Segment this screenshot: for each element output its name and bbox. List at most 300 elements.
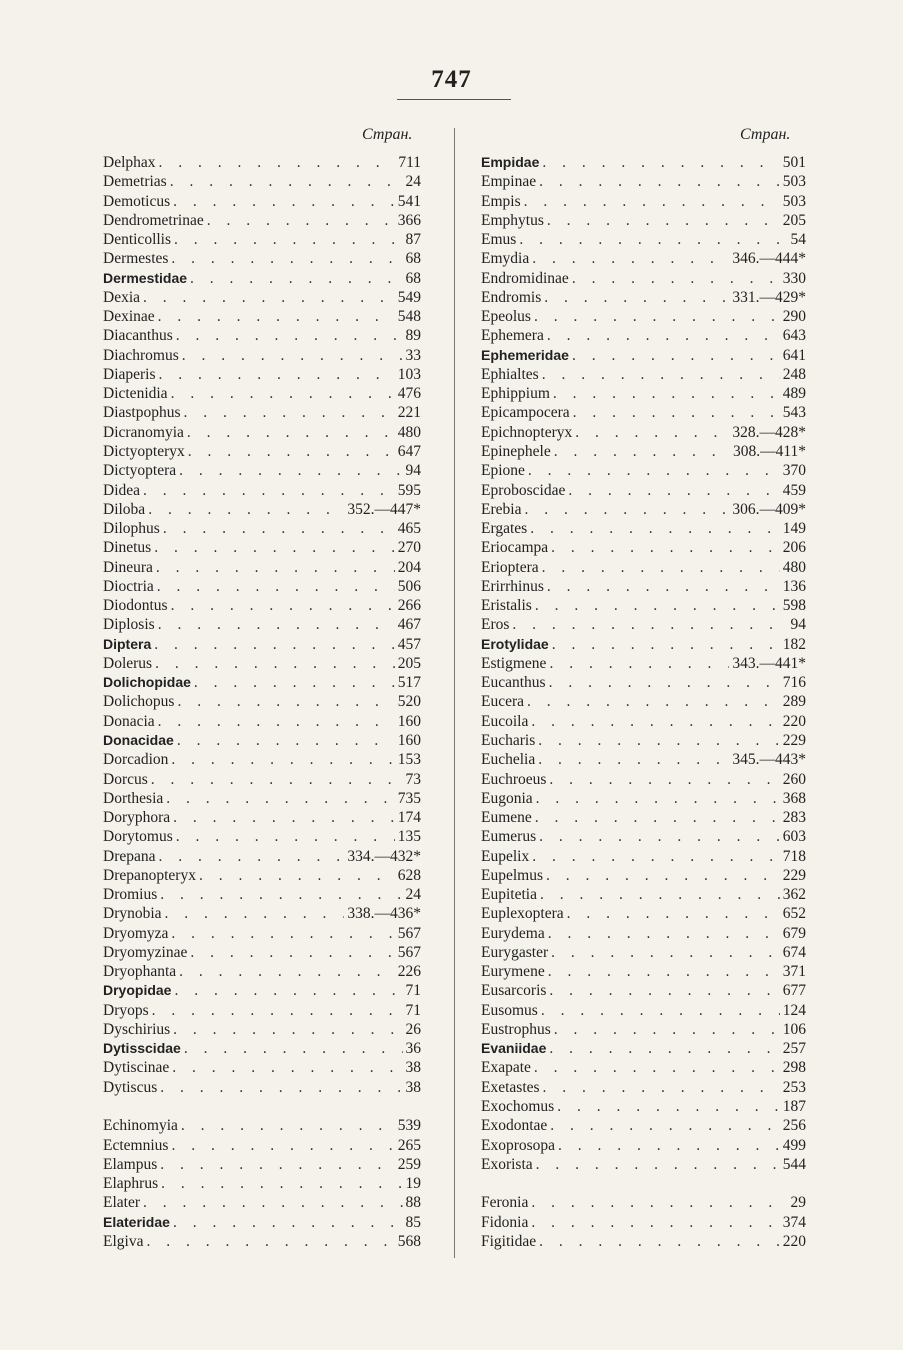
entry-name: Dermestes bbox=[103, 250, 169, 268]
dot-leader bbox=[548, 963, 780, 981]
dot-leader bbox=[542, 559, 780, 577]
dot-leader bbox=[170, 173, 403, 191]
entry-name: Eurygaster bbox=[481, 943, 549, 961]
entry-name: Emphytus bbox=[481, 211, 544, 229]
entry-page: 29 bbox=[790, 1194, 806, 1212]
entry-name: Drepana bbox=[103, 847, 156, 865]
entry-name: Dryophanta bbox=[103, 963, 177, 981]
entry-name: Demetrias bbox=[103, 173, 167, 191]
entry-name: Erioptera bbox=[481, 558, 539, 576]
entry-name: Dioctria bbox=[103, 577, 154, 595]
index-entry bbox=[481, 482, 806, 501]
entry-page: 568 bbox=[397, 1232, 421, 1250]
dot-leader bbox=[534, 308, 780, 326]
entry-name: Donacidae bbox=[103, 731, 174, 748]
dot-leader bbox=[549, 1040, 779, 1058]
dot-leader bbox=[572, 270, 780, 288]
dot-leader bbox=[177, 732, 395, 750]
entry-page: 343.—441* bbox=[732, 654, 806, 672]
entry-page: 567 bbox=[397, 943, 421, 961]
index-entry bbox=[481, 616, 806, 635]
index-entry bbox=[481, 1194, 806, 1213]
entry-name: Dytiscus bbox=[103, 1078, 158, 1096]
index-entry bbox=[481, 693, 806, 712]
entry-name: Empidae bbox=[481, 154, 540, 170]
entry-name: Eucharis bbox=[481, 731, 536, 749]
index-entry bbox=[103, 289, 421, 308]
dot-leader bbox=[541, 1002, 780, 1020]
entry-name: Ergates bbox=[481, 520, 528, 538]
index-entry bbox=[481, 212, 806, 231]
dot-leader bbox=[159, 154, 396, 172]
index-entry bbox=[103, 173, 421, 192]
dot-leader bbox=[535, 809, 780, 827]
dot-leader bbox=[557, 1098, 780, 1116]
entry-name: Eurydema bbox=[481, 924, 545, 942]
entry-name: Exetastes bbox=[481, 1078, 540, 1096]
dot-leader bbox=[187, 424, 395, 442]
entry-name: Emus bbox=[481, 231, 517, 249]
entry-page: 652 bbox=[782, 905, 806, 923]
dot-leader bbox=[549, 655, 729, 673]
entry-page: 674 bbox=[782, 943, 806, 961]
index-entry bbox=[103, 250, 421, 269]
entry-page: 643 bbox=[782, 327, 806, 345]
entry-page: 366 bbox=[397, 211, 421, 229]
entry-page: 33 bbox=[405, 346, 421, 364]
dot-leader bbox=[179, 963, 395, 981]
entry-name: Dineura bbox=[103, 558, 153, 576]
index-entry bbox=[481, 848, 806, 867]
column-divider bbox=[454, 128, 455, 1258]
entry-name: Euchroeus bbox=[481, 770, 547, 788]
index-entry bbox=[481, 1098, 806, 1117]
index-entry bbox=[481, 404, 806, 423]
index-entry bbox=[481, 886, 806, 905]
entry-name: Diachromus bbox=[103, 346, 179, 364]
entry-name: Diloba bbox=[103, 500, 146, 518]
dot-leader bbox=[151, 771, 403, 789]
index-entry bbox=[481, 809, 806, 828]
index-entry bbox=[103, 404, 421, 423]
entry-page: 160 bbox=[397, 712, 421, 730]
entry-name: Epinephele bbox=[481, 442, 551, 460]
dot-leader bbox=[549, 674, 780, 692]
index-entry bbox=[481, 751, 806, 770]
dot-leader bbox=[544, 289, 729, 307]
entry-page: 153 bbox=[397, 751, 421, 769]
entry-page: 204 bbox=[397, 558, 421, 576]
index-entry bbox=[103, 963, 421, 982]
dot-leader bbox=[148, 501, 344, 519]
dot-leader bbox=[552, 636, 780, 654]
index-column-left bbox=[103, 154, 421, 1252]
dot-leader bbox=[146, 1233, 394, 1251]
index-entry bbox=[481, 270, 806, 289]
entry-name: Echinomyia bbox=[103, 1117, 178, 1135]
dot-leader bbox=[551, 944, 780, 962]
entry-page: 265 bbox=[397, 1136, 421, 1154]
dot-leader bbox=[160, 886, 402, 904]
index-entry bbox=[103, 385, 421, 404]
index-entry bbox=[103, 1040, 421, 1059]
dot-leader bbox=[172, 1059, 402, 1077]
index-entry bbox=[481, 289, 806, 308]
entry-page: 229 bbox=[782, 866, 806, 884]
index-entry bbox=[103, 905, 421, 924]
dot-leader bbox=[157, 578, 395, 596]
dot-leader bbox=[567, 905, 780, 923]
dot-leader bbox=[554, 1021, 780, 1039]
dot-leader bbox=[188, 443, 395, 461]
entry-name: Erirrhinus bbox=[481, 577, 544, 595]
dot-leader bbox=[554, 443, 730, 461]
index-entry bbox=[481, 1117, 806, 1136]
entry-page: 221 bbox=[397, 404, 421, 422]
blank-row bbox=[481, 1175, 806, 1194]
entry-page: 260 bbox=[782, 770, 806, 788]
entry-page: 489 bbox=[782, 385, 806, 403]
dot-leader bbox=[524, 501, 729, 519]
index-entry bbox=[481, 674, 806, 693]
index-entry bbox=[481, 982, 806, 1001]
entry-name: Eupelix bbox=[481, 847, 530, 865]
entry-name: Dorcus bbox=[103, 770, 148, 788]
index-entry bbox=[103, 366, 421, 385]
dot-leader bbox=[539, 828, 780, 846]
index-entry bbox=[103, 1214, 421, 1233]
entry-page: 24 bbox=[405, 173, 421, 191]
entry-name: Dryomyza bbox=[103, 924, 169, 942]
dot-leader bbox=[165, 905, 345, 923]
index-entry bbox=[481, 520, 806, 539]
entry-name: Eucanthus bbox=[481, 674, 546, 692]
entry-page: 371 bbox=[782, 963, 806, 981]
index-entry bbox=[103, 1021, 421, 1040]
entry-name: Dilophus bbox=[103, 520, 160, 538]
index-entry bbox=[103, 886, 421, 905]
entry-page: 26 bbox=[405, 1020, 421, 1038]
entry-page: 94 bbox=[790, 616, 806, 634]
dot-leader bbox=[536, 1156, 780, 1174]
entry-name: Elampus bbox=[103, 1155, 158, 1173]
entry-name: Empis bbox=[481, 192, 521, 210]
index-entry bbox=[481, 327, 806, 346]
entry-name: Figitidae bbox=[481, 1232, 537, 1250]
entry-page: 248 bbox=[782, 365, 806, 383]
entry-name: Eumene bbox=[481, 809, 532, 827]
entry-page: 549 bbox=[397, 288, 421, 306]
entry-page: 501 bbox=[782, 154, 806, 171]
index-entry bbox=[481, 193, 806, 212]
entry-name: Dytiscinae bbox=[103, 1059, 170, 1077]
dot-leader bbox=[171, 597, 395, 615]
entry-page: 256 bbox=[782, 1117, 806, 1135]
index-entry bbox=[103, 1002, 421, 1021]
entry-name: Eurymene bbox=[481, 963, 545, 981]
entry-name: Empinae bbox=[481, 173, 537, 191]
index-entry bbox=[103, 616, 421, 635]
dot-leader bbox=[542, 366, 780, 384]
dot-leader bbox=[519, 231, 787, 249]
entry-page: 548 bbox=[397, 308, 421, 326]
entry-name: Eproboscidae bbox=[481, 481, 566, 499]
index-entry bbox=[481, 1079, 806, 1098]
index-entry bbox=[103, 982, 421, 1001]
index-entry bbox=[103, 1137, 421, 1156]
dot-leader bbox=[176, 828, 395, 846]
entry-name: Dexinae bbox=[103, 308, 155, 326]
dot-leader bbox=[207, 212, 395, 230]
entry-name: Erotylidae bbox=[481, 635, 549, 652]
dot-leader bbox=[143, 1194, 402, 1212]
dot-leader bbox=[163, 520, 395, 538]
entry-name: Diodontus bbox=[103, 597, 168, 615]
dot-leader bbox=[190, 944, 394, 962]
entry-name: Dorcadion bbox=[103, 751, 169, 769]
entry-page: 716 bbox=[782, 674, 806, 692]
dot-leader bbox=[171, 751, 394, 769]
entry-name: Feronia bbox=[481, 1194, 529, 1212]
page-number: 747 bbox=[431, 66, 472, 93]
index-entry bbox=[481, 790, 806, 809]
dot-leader bbox=[173, 1021, 402, 1039]
index-entry bbox=[103, 1117, 421, 1136]
index-entry bbox=[103, 482, 421, 501]
index-entry bbox=[103, 578, 421, 597]
index-entry bbox=[103, 693, 421, 712]
entry-page: 88 bbox=[405, 1194, 421, 1212]
blank-row bbox=[103, 1098, 421, 1117]
dot-leader bbox=[547, 212, 780, 230]
entry-name: Exapate bbox=[481, 1059, 531, 1077]
dot-leader bbox=[531, 713, 779, 731]
entry-page: 220 bbox=[782, 1232, 806, 1250]
entry-page: 283 bbox=[782, 809, 806, 827]
dot-leader bbox=[553, 385, 780, 403]
entry-page: 541 bbox=[397, 192, 421, 210]
entry-name: Didea bbox=[103, 481, 141, 499]
index-entry bbox=[481, 154, 806, 173]
index-entry bbox=[103, 424, 421, 443]
entry-name: Dinetus bbox=[103, 539, 152, 557]
index-entry bbox=[481, 867, 806, 886]
entry-name: Exorista bbox=[481, 1155, 533, 1173]
entry-page: 334.—432* bbox=[347, 847, 421, 865]
entry-name: Dolichopus bbox=[103, 693, 175, 711]
dot-leader bbox=[143, 289, 395, 307]
dot-leader bbox=[530, 520, 780, 538]
entry-page: 182 bbox=[782, 635, 806, 653]
entry-page: 345.—443* bbox=[732, 751, 806, 769]
index-entry bbox=[103, 308, 421, 327]
entry-page: 543 bbox=[782, 404, 806, 422]
dot-leader bbox=[540, 886, 780, 904]
entry-name: Diastpophus bbox=[103, 404, 181, 422]
dot-leader bbox=[159, 848, 345, 866]
entry-name: Dictyopteryx bbox=[103, 442, 185, 460]
dot-leader bbox=[159, 366, 395, 384]
index-entry bbox=[103, 1156, 421, 1175]
entry-name: Evaniidae bbox=[481, 1040, 547, 1057]
index-entry bbox=[103, 212, 421, 231]
entry-page: 595 bbox=[397, 481, 421, 499]
entry-name: Eupelmus bbox=[481, 866, 543, 884]
index-entry bbox=[481, 771, 806, 790]
entry-page: 220 bbox=[782, 712, 806, 730]
index-entry bbox=[103, 1233, 421, 1252]
entry-name: Eucoila bbox=[481, 712, 529, 730]
dot-leader bbox=[154, 636, 395, 654]
entry-page: 711 bbox=[398, 154, 421, 171]
index-entry bbox=[481, 1156, 806, 1175]
index-entry bbox=[481, 347, 806, 366]
index-entry bbox=[103, 462, 421, 481]
entry-page: 289 bbox=[782, 693, 806, 711]
entry-name: Diaperis bbox=[103, 365, 156, 383]
dot-leader bbox=[539, 1233, 780, 1251]
entry-name: Elater bbox=[103, 1194, 141, 1212]
index-entry bbox=[481, 963, 806, 982]
entry-name: Dryops bbox=[103, 1001, 149, 1019]
entry-page: 36 bbox=[405, 1040, 421, 1058]
entry-page: 328.—428* bbox=[732, 423, 806, 441]
dot-leader bbox=[547, 327, 780, 345]
entry-page: 206 bbox=[782, 539, 806, 557]
entry-page: 465 bbox=[397, 520, 421, 538]
entry-name: Diacanthus bbox=[103, 327, 173, 345]
dot-leader bbox=[161, 1175, 402, 1193]
dot-leader bbox=[531, 1194, 787, 1212]
dot-leader bbox=[551, 539, 780, 557]
dot-leader bbox=[160, 1079, 402, 1097]
index-entry bbox=[481, 1233, 806, 1252]
dot-leader bbox=[158, 308, 395, 326]
entry-name: Erebia bbox=[481, 500, 522, 518]
entry-page: 89 bbox=[405, 327, 421, 345]
dot-leader bbox=[182, 347, 403, 365]
entry-page: 679 bbox=[782, 924, 806, 942]
dot-leader bbox=[181, 1117, 395, 1135]
entry-name: Endromis bbox=[481, 288, 542, 306]
dot-leader bbox=[527, 693, 780, 711]
index-entry bbox=[103, 347, 421, 366]
entry-name: Estigmene bbox=[481, 654, 547, 672]
dot-leader bbox=[171, 1137, 394, 1155]
entry-name: Dolichopidae bbox=[103, 674, 191, 691]
index-entry bbox=[481, 925, 806, 944]
entry-name: Dicranomyia bbox=[103, 423, 184, 441]
entry-page: 677 bbox=[782, 982, 806, 1000]
entry-page: 480 bbox=[397, 423, 421, 441]
dot-leader bbox=[538, 751, 729, 769]
dot-leader bbox=[184, 1040, 403, 1058]
index-entry bbox=[481, 385, 806, 404]
dot-leader bbox=[568, 482, 779, 500]
dot-leader bbox=[171, 925, 394, 943]
dot-leader bbox=[190, 270, 402, 288]
entry-name: Eucera bbox=[481, 693, 525, 711]
dot-leader bbox=[173, 809, 395, 827]
dot-leader bbox=[154, 539, 395, 557]
entry-name: Elgiva bbox=[103, 1232, 144, 1250]
index-entry bbox=[103, 674, 421, 693]
dot-leader bbox=[155, 655, 395, 673]
entry-name: Eustrophus bbox=[481, 1020, 551, 1038]
index-entry bbox=[481, 443, 806, 462]
dot-leader bbox=[171, 250, 402, 268]
index-entry bbox=[481, 1214, 806, 1233]
index-entry bbox=[481, 1137, 806, 1156]
entry-page: 539 bbox=[397, 1117, 421, 1135]
index-entry bbox=[103, 925, 421, 944]
entry-page: 368 bbox=[782, 789, 806, 807]
entry-page: 641 bbox=[782, 346, 806, 364]
entry-name: Dictyoptera bbox=[103, 462, 177, 480]
entry-page: 567 bbox=[397, 924, 421, 942]
index-entry bbox=[481, 539, 806, 558]
dot-leader bbox=[538, 732, 780, 750]
entry-name: Epione bbox=[481, 462, 525, 480]
entry-name: Donacia bbox=[103, 712, 155, 730]
index-entry bbox=[103, 655, 421, 674]
index-entry bbox=[103, 597, 421, 616]
dot-leader bbox=[575, 424, 729, 442]
entry-name: Euplexoptera bbox=[481, 905, 564, 923]
entry-name: Dytisscidae bbox=[103, 1040, 181, 1057]
dot-leader bbox=[539, 173, 780, 191]
dot-leader bbox=[184, 404, 395, 422]
index-entry bbox=[481, 655, 806, 674]
entry-page: 174 bbox=[397, 809, 421, 827]
dot-leader bbox=[573, 404, 780, 422]
index-entry bbox=[481, 308, 806, 327]
dot-leader bbox=[550, 1117, 779, 1135]
dot-leader bbox=[528, 462, 780, 480]
entry-page: 330 bbox=[782, 269, 806, 287]
index-column-right bbox=[481, 154, 806, 1252]
entry-page: 54 bbox=[790, 231, 806, 249]
dot-leader bbox=[547, 578, 780, 596]
dot-leader bbox=[171, 385, 395, 403]
entry-page: 338.—436* bbox=[347, 905, 421, 923]
dot-leader bbox=[535, 597, 780, 615]
index-entry bbox=[103, 867, 421, 886]
index-entry bbox=[103, 501, 421, 520]
dot-leader bbox=[558, 1137, 780, 1155]
entry-page: 205 bbox=[782, 211, 806, 229]
index-entry bbox=[103, 520, 421, 539]
index-entry bbox=[481, 597, 806, 616]
entry-page: 226 bbox=[397, 963, 421, 981]
dot-leader bbox=[158, 616, 395, 634]
entry-name: Eros bbox=[481, 616, 510, 634]
index-entry bbox=[103, 771, 421, 790]
entry-page: 266 bbox=[397, 597, 421, 615]
dot-leader bbox=[531, 1214, 779, 1232]
entry-name: Dictenidia bbox=[103, 385, 168, 403]
entry-page: 374 bbox=[782, 1213, 806, 1231]
dot-leader bbox=[532, 250, 729, 268]
entry-name: Eusomus bbox=[481, 1001, 538, 1019]
index-entry bbox=[103, 828, 421, 847]
index-entry bbox=[103, 1194, 421, 1213]
entry-page: 459 bbox=[782, 481, 806, 499]
entry-name: Ephemeridae bbox=[481, 346, 569, 363]
index-entry bbox=[103, 636, 421, 655]
entry-name: Exoprosopa bbox=[481, 1136, 556, 1154]
index-entry bbox=[481, 636, 806, 655]
